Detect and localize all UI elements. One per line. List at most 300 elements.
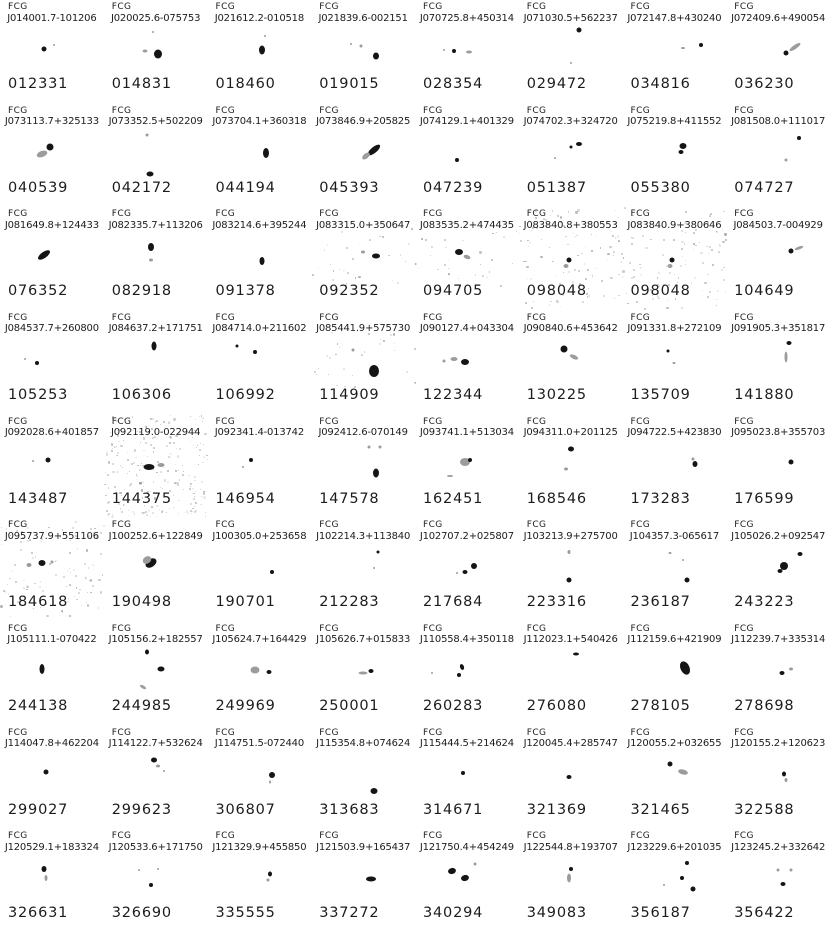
- noise-speck: [63, 576, 65, 578]
- designation-label: J021612.2-010518: [214, 12, 304, 24]
- source-id: 098048: [526, 283, 587, 300]
- stamp-cell: [104, 207, 208, 311]
- source-blob: [460, 874, 469, 882]
- catalog-label: FCG: [8, 520, 28, 531]
- source-blob: [35, 149, 47, 158]
- source-id: 244985: [111, 697, 172, 714]
- cutout-image: [208, 854, 312, 904]
- noise-speck: [161, 511, 163, 513]
- source-blob: [576, 28, 581, 33]
- stamp-cell: [519, 829, 623, 933]
- catalog-label: FCG: [111, 520, 132, 531]
- designation-label: J092028.6+401857: [4, 427, 99, 439]
- noise-speck: [42, 590, 44, 592]
- noise-speck: [160, 471, 162, 473]
- source-blob: [163, 770, 165, 772]
- noise-speck: [14, 564, 15, 565]
- noise-speck: [27, 527, 29, 529]
- cutout-image: [311, 647, 415, 697]
- catalog-label: FCG: [111, 416, 132, 427]
- noise-speck: [21, 526, 22, 527]
- source-blob: [569, 353, 579, 360]
- noise-speck: [150, 444, 152, 446]
- source-id: 044194: [215, 179, 276, 196]
- source-blob: [569, 145, 572, 148]
- noise-speck: [568, 211, 570, 213]
- source-id: 243223: [734, 594, 795, 611]
- noise-speck: [203, 492, 205, 494]
- designation-label: J083840.9+380646: [627, 219, 722, 231]
- stamp-cell: [0, 829, 104, 933]
- source-blob: [461, 771, 465, 775]
- source-id: 135709: [630, 386, 691, 403]
- noise-speck: [314, 371, 316, 373]
- noise-speck: [178, 500, 180, 502]
- noise-speck: [530, 209, 531, 210]
- stamp-cell: [208, 622, 312, 726]
- source-blob: [566, 258, 571, 263]
- designation-label: J014001.7-101206: [7, 12, 97, 24]
- stamp-cell: [104, 518, 208, 622]
- designation-label: J112023.1+540426: [523, 634, 618, 646]
- designation-label: J084537.7+260800: [4, 323, 99, 335]
- designation-label: J083535.2+474435: [419, 219, 514, 231]
- stamp-cell: [519, 207, 623, 311]
- designation-label: J120045.4+285747: [523, 738, 618, 750]
- source-blob: [564, 467, 568, 470]
- stamp-cell: [0, 518, 104, 622]
- source-id: 028354: [423, 76, 484, 92]
- noise-speck: [186, 510, 188, 512]
- catalog-label: FCG: [630, 312, 651, 323]
- noise-speck: [694, 277, 696, 279]
- noise-speck: [462, 240, 463, 241]
- source-blob: [369, 669, 374, 673]
- cutout-image: [415, 751, 519, 801]
- source-blob: [268, 872, 272, 877]
- cutout-image: [311, 854, 415, 904]
- designation-label: J121503.9+165437: [316, 841, 411, 853]
- source-id: 082918: [111, 283, 172, 300]
- noise-speck: [609, 246, 611, 248]
- designation-label: J092119.0-022944: [111, 427, 201, 439]
- designation-label: J105026.2+092547: [731, 530, 826, 542]
- catalog-label: FCG: [526, 831, 547, 842]
- source-blob: [797, 136, 801, 140]
- noise-speck: [108, 513, 110, 515]
- noise-speck: [704, 282, 706, 284]
- stamp-cell: [726, 622, 830, 726]
- source-id: 040539: [8, 179, 69, 196]
- designation-label: J102707.2+025807: [419, 530, 514, 542]
- source-id: 051387: [526, 179, 587, 196]
- noise-speck: [175, 470, 177, 472]
- noise-speck: [328, 374, 329, 375]
- source-id: 106992: [215, 386, 276, 403]
- catalog-label: FCG: [111, 312, 132, 323]
- source-id: 321369: [526, 801, 587, 818]
- noise-speck: [533, 275, 534, 276]
- noise-speck: [182, 465, 183, 466]
- catalog-label: FCG: [526, 2, 547, 12]
- stamp-cell: [726, 104, 830, 208]
- designation-label: J120055.2+032655: [627, 738, 722, 750]
- cutout-image: [519, 854, 623, 904]
- noise-speck: [693, 232, 695, 234]
- noise-speck: [719, 244, 720, 245]
- source-blob: [148, 243, 154, 251]
- catalog-label: FCG: [8, 416, 28, 427]
- cutout-image: [104, 543, 208, 593]
- source-id: 326631: [8, 905, 69, 922]
- source-id: 146954: [215, 490, 276, 507]
- noise-speck: [516, 231, 517, 232]
- cutout-image: [0, 647, 104, 697]
- cutout-image: [726, 129, 830, 179]
- source-blob: [455, 249, 463, 255]
- noise-speck: [587, 269, 589, 271]
- noise-speck: [626, 293, 627, 294]
- catalog-label: FCG: [215, 623, 236, 634]
- cutout-image: [208, 129, 312, 179]
- source-id: 074727: [734, 179, 795, 196]
- source-id: 091378: [215, 283, 276, 300]
- stamp-cell: [311, 829, 415, 933]
- stamp-cell: [623, 311, 727, 415]
- designation-label: J102214.3+113840: [316, 530, 411, 542]
- noise-speck: [75, 575, 77, 577]
- designation-label: J093741.1+513034: [419, 427, 514, 439]
- source-blob: [35, 361, 39, 365]
- catalog-label: FCG: [111, 2, 132, 12]
- source-blob: [351, 348, 354, 351]
- catalog-label: FCG: [8, 727, 28, 738]
- noise-speck: [716, 299, 717, 300]
- noise-speck: [90, 528, 92, 530]
- source-blob: [456, 572, 458, 574]
- noise-speck: [613, 255, 614, 256]
- noise-speck: [98, 607, 100, 609]
- catalog-label: FCG: [8, 2, 28, 12]
- source-blob: [777, 869, 780, 872]
- catalog-label: FCG: [734, 623, 754, 634]
- catalog-label: FCG: [423, 2, 443, 12]
- stamp-cell: [311, 104, 415, 208]
- source-blob: [154, 50, 162, 59]
- cutout-image: [726, 232, 830, 282]
- catalog-label: FCG: [423, 623, 443, 634]
- stamp-cell: [415, 726, 519, 830]
- noise-speck: [369, 239, 371, 241]
- source-id: 042172: [111, 179, 172, 196]
- source-blob: [451, 357, 458, 361]
- noise-speck: [194, 496, 195, 497]
- noise-speck: [48, 527, 50, 529]
- cutout-image: [311, 751, 415, 801]
- noise-speck: [69, 552, 71, 554]
- noise-speck: [526, 266, 528, 268]
- noise-speck: [417, 267, 418, 268]
- cutout-image: [415, 129, 519, 179]
- source-id: 098048: [630, 283, 691, 300]
- noise-speck: [116, 455, 117, 456]
- noise-speck: [644, 308, 646, 310]
- noise-speck: [150, 516, 151, 517]
- source-blob: [680, 876, 684, 880]
- stamp-cell: [0, 415, 104, 519]
- stamp-cell: [104, 415, 208, 519]
- noise-speck: [702, 290, 703, 291]
- noise-speck: [106, 510, 108, 512]
- source-id: 019015: [319, 76, 380, 92]
- designation-label: J073352.5+502209: [108, 116, 203, 128]
- designation-label: J083214.6+395244: [212, 219, 307, 231]
- stamp-cell: [519, 0, 623, 104]
- noise-speck: [156, 420, 158, 422]
- noise-speck: [128, 515, 129, 516]
- cutout-image: [726, 751, 830, 801]
- designation-label: J100252.6+122849: [108, 530, 203, 542]
- noise-speck: [173, 495, 175, 497]
- noise-speck: [46, 615, 48, 617]
- noise-speck: [531, 307, 533, 309]
- noise-speck: [85, 577, 87, 579]
- noise-speck: [678, 277, 680, 279]
- stamp-cell: [726, 0, 830, 104]
- source-id: 034816: [630, 76, 691, 92]
- noise-speck: [193, 493, 194, 494]
- noise-speck: [444, 264, 446, 266]
- stamp-cell: [519, 518, 623, 622]
- stamp-cell: [623, 207, 727, 311]
- catalog-label: FCG: [319, 831, 339, 842]
- noise-speck: [145, 511, 147, 513]
- source-id: 018460: [215, 76, 276, 92]
- source-blob: [157, 868, 159, 870]
- noise-speck: [69, 615, 71, 617]
- stamp-cell: [726, 518, 830, 622]
- designation-label: J104357.3-065617: [629, 530, 719, 542]
- noise-speck: [162, 465, 163, 466]
- source-id: 143487: [8, 490, 69, 507]
- noise-speck: [525, 302, 527, 304]
- designation-label: J120533.6+171750: [108, 841, 203, 853]
- noise-speck: [563, 272, 564, 273]
- noise-speck: [482, 275, 484, 277]
- designation-label: J115444.5+214624: [419, 738, 514, 750]
- source-id: 337272: [319, 905, 380, 922]
- cutout-image: [0, 25, 104, 75]
- source-blob: [373, 468, 379, 477]
- noise-speck: [66, 586, 67, 587]
- source-id: 122344: [423, 386, 484, 403]
- source-blob: [573, 652, 579, 655]
- noise-speck: [681, 307, 683, 309]
- source-blob: [459, 663, 465, 670]
- source-blob: [157, 666, 164, 671]
- designation-label: J082335.7+113206: [108, 219, 203, 231]
- source-blob: [681, 47, 685, 49]
- catalog-label: FCG: [526, 312, 547, 323]
- designation-label: J112159.6+421909: [627, 634, 722, 646]
- source-blob: [45, 457, 50, 462]
- source-blob: [145, 649, 149, 654]
- noise-speck: [195, 502, 197, 504]
- cutout-image: [208, 647, 312, 697]
- noise-speck: [343, 270, 344, 271]
- noise-speck: [55, 574, 56, 575]
- source-blob: [471, 563, 477, 569]
- noise-speck: [197, 445, 198, 446]
- catalog-label: FCG: [215, 105, 236, 116]
- source-id: 130225: [526, 386, 587, 403]
- noise-speck: [397, 282, 399, 284]
- noise-speck: [187, 512, 189, 514]
- noise-speck: [189, 488, 191, 490]
- cutout-image: [0, 854, 104, 904]
- stamp-cell: [623, 518, 727, 622]
- noise-speck: [86, 549, 88, 551]
- source-blob: [668, 264, 673, 268]
- designation-label: J021839.6-002151: [318, 12, 408, 24]
- noise-speck: [132, 416, 133, 417]
- source-blob: [235, 344, 238, 347]
- noise-speck: [670, 212, 671, 213]
- source-blob: [785, 778, 788, 782]
- catalog-label: FCG: [215, 2, 236, 12]
- source-id: 092352: [319, 283, 380, 300]
- noise-speck: [182, 474, 184, 476]
- noise-speck: [152, 418, 153, 419]
- noise-speck: [627, 303, 629, 305]
- catalog-label: FCG: [734, 727, 754, 738]
- noise-speck: [610, 277, 612, 279]
- noise-speck: [169, 508, 171, 510]
- noise-speck: [618, 217, 619, 218]
- source-blob: [699, 43, 703, 47]
- noise-speck: [663, 239, 664, 240]
- noise-speck: [575, 211, 577, 213]
- noise-speck: [685, 211, 686, 212]
- noise-speck: [148, 510, 150, 512]
- stamp-cell: [0, 622, 104, 726]
- noise-speck: [552, 210, 554, 212]
- stamp-cell: [623, 622, 727, 726]
- source-id: 299623: [111, 801, 172, 818]
- noise-speck: [152, 512, 154, 514]
- designation-label: J072409.6+490054: [731, 12, 826, 24]
- noise-speck: [332, 279, 334, 281]
- noise-speck: [170, 415, 171, 416]
- source-blob: [794, 245, 803, 251]
- noise-speck: [59, 615, 60, 616]
- source-blob: [46, 143, 53, 150]
- noise-speck: [34, 583, 35, 584]
- designation-label: J110558.4+350118: [419, 634, 514, 646]
- stamp-cell: [623, 829, 727, 933]
- catalog-label: FCG: [111, 209, 132, 220]
- stamp-cell: [311, 622, 415, 726]
- source-blob: [682, 559, 684, 561]
- noise-speck: [631, 277, 633, 279]
- noise-speck: [595, 236, 596, 237]
- noise-speck: [204, 457, 205, 458]
- noise-speck: [75, 521, 77, 523]
- noise-speck: [614, 298, 615, 299]
- source-blob: [53, 44, 55, 46]
- source-id: 012331: [8, 76, 69, 92]
- stamp-cell: [415, 0, 519, 104]
- source-blob: [669, 552, 672, 554]
- stamp-cell: [726, 207, 830, 311]
- cutout-image: [311, 129, 415, 179]
- noise-speck: [203, 496, 205, 498]
- source-id: 144375: [111, 490, 172, 507]
- noise-speck: [139, 469, 141, 471]
- cutout-image: [311, 440, 415, 490]
- source-blob: [673, 362, 676, 364]
- designation-label: J095023.8+355703: [731, 427, 826, 439]
- designation-label: J083840.8+380553: [523, 219, 618, 231]
- source-blob: [147, 171, 154, 176]
- source-blob: [684, 578, 689, 583]
- catalog-label: FCG: [215, 416, 236, 427]
- source-id: 321465: [630, 801, 691, 818]
- source-id: 105253: [8, 386, 69, 403]
- cutout-image: [0, 751, 104, 801]
- cutout-image: [623, 751, 727, 801]
- noise-speck: [592, 274, 594, 276]
- designation-label: J072147.8+430240: [627, 12, 722, 24]
- source-id: 094705: [423, 283, 484, 300]
- designation-label: J071030.5+562237: [523, 12, 618, 24]
- noise-speck: [120, 508, 121, 509]
- source-id: 250001: [319, 697, 380, 714]
- designation-label: J095737.9+551106: [4, 530, 99, 542]
- noise-speck: [105, 495, 106, 496]
- catalog-label: FCG: [526, 416, 547, 427]
- source-id: 029472: [526, 76, 587, 92]
- source-blob: [462, 570, 467, 574]
- stamp-cell: [104, 829, 208, 933]
- noise-speck: [159, 509, 160, 510]
- noise-speck: [94, 528, 96, 530]
- source-blob: [692, 457, 695, 460]
- cutout-image: [519, 336, 623, 386]
- noise-speck: [81, 605, 82, 606]
- catalog-label: FCG: [734, 831, 754, 842]
- catalog-label: FCG: [8, 623, 28, 634]
- noise-speck: [718, 251, 720, 253]
- catalog-label: FCG: [111, 831, 132, 842]
- source-blob: [370, 788, 377, 794]
- noise-speck: [127, 459, 129, 461]
- noise-speck: [72, 527, 74, 529]
- source-blob: [259, 46, 265, 55]
- cutout-image: [208, 336, 312, 386]
- catalog-label: FCG: [319, 312, 339, 323]
- catalog-label: FCG: [734, 209, 754, 220]
- source-id: 190498: [111, 594, 172, 611]
- noise-speck: [721, 269, 723, 271]
- noise-speck: [681, 241, 683, 243]
- source-blob: [366, 877, 376, 882]
- noise-speck: [168, 422, 170, 424]
- source-blob: [567, 550, 570, 554]
- catalog-label: FCG: [734, 2, 754, 12]
- designation-label: J123229.6+201035: [627, 841, 722, 853]
- source-blob: [443, 359, 446, 362]
